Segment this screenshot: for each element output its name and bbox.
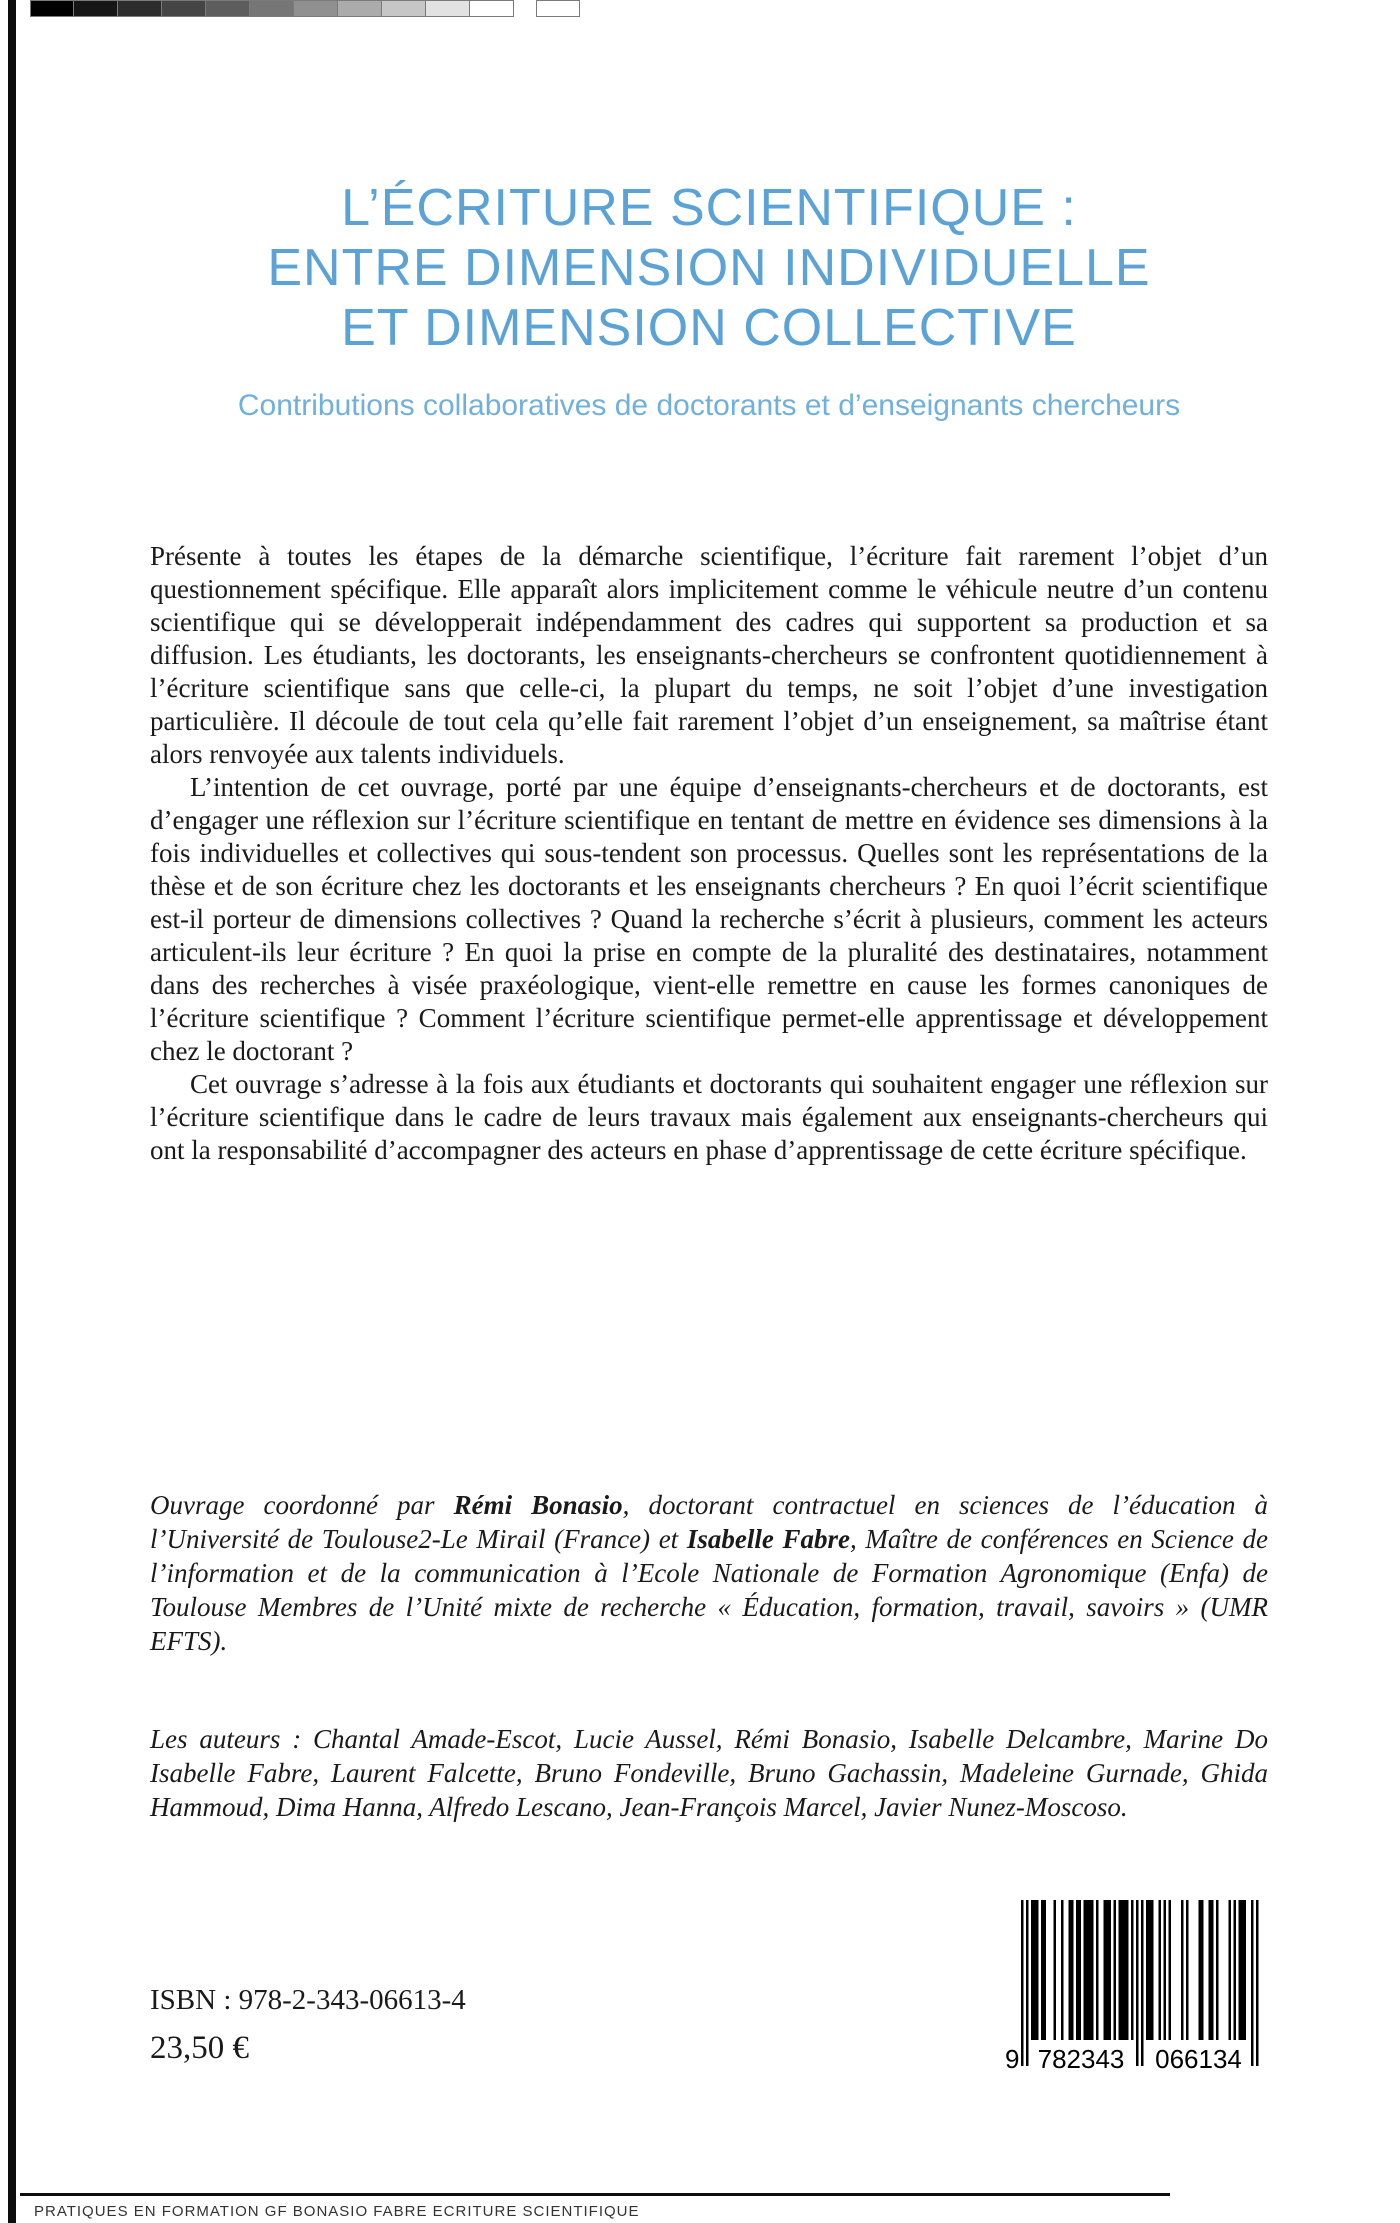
synopsis-paragraph-2: L’intention de cet ouvrage, porté par une équipe d’enseignants-chercheurs et de doctorants, est d’engager une réflexion sur l’écriture scientifique en tentant de mettre en évidence ses dimensions à la fois individuelles et collectives qui sous-tendent son processus. Quelles sont les représentations de la thèse et de son écriture chez les doctorants et les enseignants chercheurs ? En quoi l’écrit scientifique est-il porteur de dimensions collectives ? Quand la recherche s’écrit à plusieurs, comment les acteurs articulent-ils leur écriture ? En quoi la prise en compte de la pluralité des destinataires, notamment dans des recherches à visée praxéologique, vient-elle remettre en cause les formes canoniques de l’écriture scientifique ? Comment l’écriture scientifique permet-elle apprentissage et développement chez le doctorant ? xyxy=(150,772,1268,1066)
print-calibration-strip xyxy=(30,0,580,17)
authors-list xyxy=(150,1722,1268,1824)
isbn: ISBN : 978-2-343-06613-4 xyxy=(150,1984,466,2016)
calibration-swatch xyxy=(536,0,580,17)
authors-names: Chantal Amade-Escot, Lucie Aussel, Rémi Bonasio, Isabelle Delcambre, Marine Do Isabelle Fabre, Laurent Falcette, Bruno Fondeville, Bruno Gachassin, Madeleine Gurnade, Ghida Hammoud, Dima Hanna, Alfredo Lescano, Jean-François Marcel, Javier Nunez-Moscoso. xyxy=(150,1724,1269,1822)
coordinators-paragraph xyxy=(150,1488,1268,1658)
calibration-swatch xyxy=(470,0,514,17)
book-title-line-3: ET DIMENSION COLLECTIVE xyxy=(341,299,1077,357)
coordinator-name-bonasio: Rémi Bonasio xyxy=(453,1490,623,1520)
book-title-line-2: ENTRE DIMENSION INDIVIDUELLE xyxy=(267,239,1151,297)
calibration-swatch xyxy=(382,0,426,17)
price: 23,50 € xyxy=(150,2030,249,2066)
calibration-swatch xyxy=(426,0,470,17)
synopsis-paragraph-1: Présente à toutes les étapes de la démarche scientifique, l’écriture fait rarement l’objet d’un questionnement spécifique. Elle apparaît alors implicitement comme le véhicule neutre d’un contenu scientifique qui se développerait indépendamment des cadres qui supportent sa production et sa diffusion. Les étudiants, les doctorants, les enseignants-chercheurs se confrontent quotidiennement à l’écriture scientifique sans que celle-ci, la plupart du temps, ne soit l’objet d’une investigation particulière. Il découle de tout cela qu’elle fait rarement l’objet d’un enseignement, sa maîtrise étant alors renvoyée aux talents individuels. xyxy=(150,541,1268,769)
title-block xyxy=(150,178,1268,424)
svg-text:066134: 066134 xyxy=(1155,2044,1242,2074)
calibration-swatch xyxy=(294,0,338,17)
coordinators-prefix: Ouvrage coordonné par xyxy=(150,1490,454,1520)
print-slug-line: PRATIQUES EN FORMATION GF BONASIO FABRE ECRITURE SCIENTIFIQUE xyxy=(34,2203,640,2220)
calibration-swatch xyxy=(206,0,250,17)
calibration-swatch xyxy=(30,0,74,17)
svg-text:782343: 782343 xyxy=(1037,2044,1125,2074)
calibration-swatch xyxy=(162,0,206,17)
barcode-bars xyxy=(1005,1898,1275,2076)
coordinators-suffix: , Maître de conférences en Science de l’information et de la communication à l’Ecole Nationale de Formation Agronomique (Enfa) de Toulouse Membres de l’Unité mixte de recherche « Éducation, formation, travail, savoirs » (UMR EFTS). xyxy=(150,1524,1268,1656)
coordinators-mid: , doctorant contractuel en sciences de l’éducation à l’Université de Toulouse2-Le Mirail (France) et xyxy=(150,1490,1269,1554)
coordinator-name-fabre: Isabelle Fabre xyxy=(686,1524,850,1554)
svg-text:9: 9 xyxy=(1005,2044,1020,2074)
calibration-swatch xyxy=(250,0,294,17)
synopsis xyxy=(150,540,1268,1167)
calibration-swatch xyxy=(338,0,382,17)
purchase-info xyxy=(150,1982,466,2070)
authors-paragraph xyxy=(150,1722,1268,1824)
calibration-swatch xyxy=(118,0,162,17)
footer-rule xyxy=(20,2193,1170,2196)
barcode xyxy=(1005,1898,1275,2076)
book-title xyxy=(150,178,1268,358)
synopsis-paragraph-3: Cet ouvrage s’adresse à la fois aux étudiants et doctorants qui souhaitent engager une réflexion sur l’écriture scientifique dans le cadre de leurs travaux mais également aux enseignants-chercheurs qui ont la responsabilité d’accompagner des acteurs en phase d’apprentissage de cette écriture spécifique. xyxy=(150,1069,1268,1165)
book-subtitle: Contributions collaboratives de doctorants et d’enseignants chercheurs xyxy=(237,389,1181,422)
book-title-line-1: L’ÉCRITURE SCIENTIFIQUE : xyxy=(341,179,1077,237)
authors-label: Les auteurs : xyxy=(150,1724,302,1754)
spine-fold-line xyxy=(8,0,16,2223)
calibration-swatch xyxy=(74,0,118,17)
coordinators-note xyxy=(150,1488,1268,1658)
